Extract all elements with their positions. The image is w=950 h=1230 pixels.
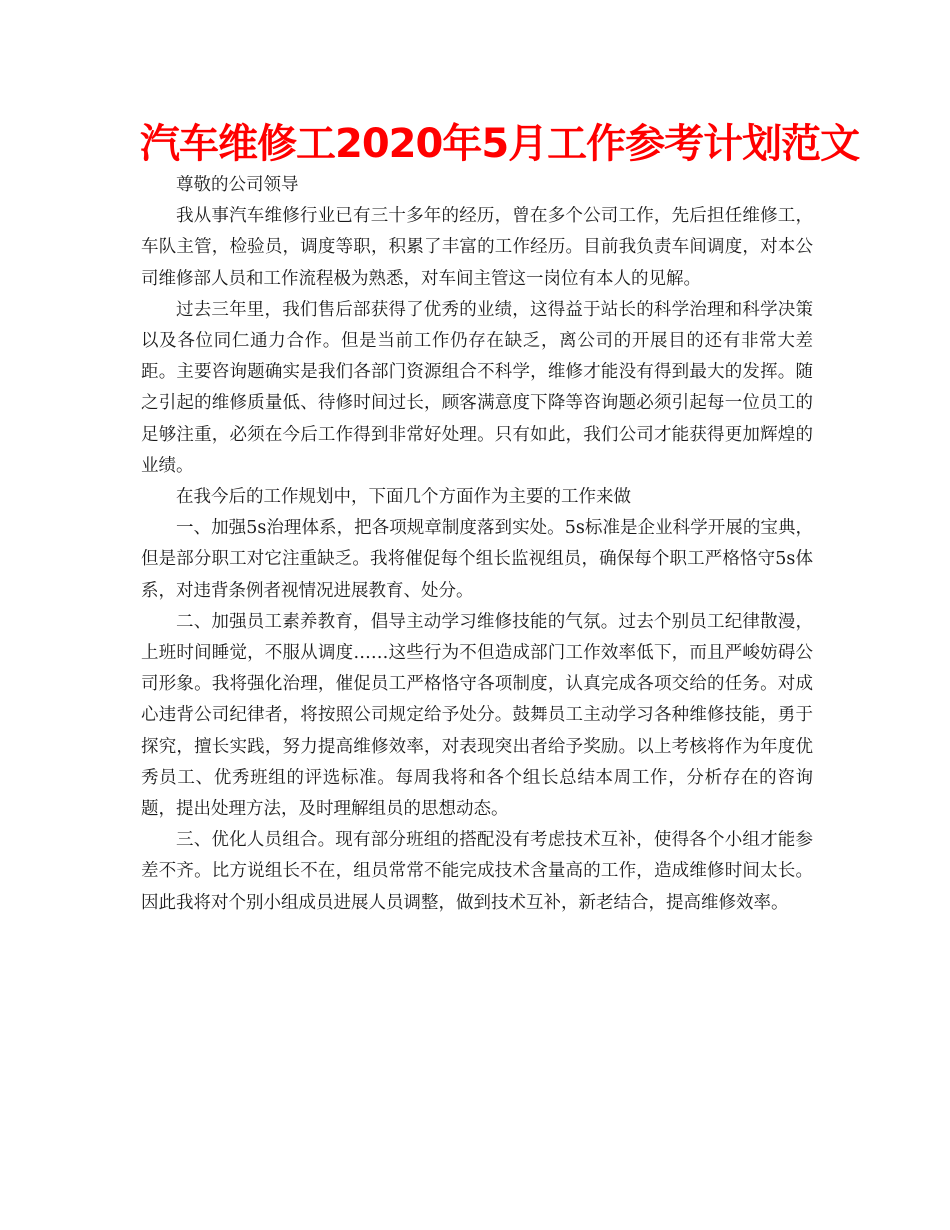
document-body xyxy=(141,170,813,919)
paragraph-experience: 我从事汽车维修行业已有三十多年的经历，曾在多个公司工作，先后担任维修工，车队主管，检验员，调度等职，积累了丰富的工作经历。目前我负责车间调度，对本公司维修部人员和工作流程极为熟悉，对车间主管这一岗位有本人的见解。 xyxy=(141,206,813,289)
paragraph-plan-intro: 在我今后的工作规划中，下面几个方面作为主要的工作来做 xyxy=(176,487,631,508)
document-title: 汽车维修工2020年5月工作参考计划范文 xyxy=(140,121,860,167)
paragraph-item-2: 二、加强员工素养教育，倡导主动学习维修技能的气氛。过去个别员工纪律散漫，上班时间睡觉，不服从调度……这些行为不但造成部门工作效率低下，而且严峻妨碍公司形象。我将强化治理，催促员工严格恪守各项制度，认真完成各项交给的任务。对成心违背公司纪律者，将按照公司规定给予处分。鼓舞员工主动学习各种维修技能，勇于探究，擅长实践，努力提高维修效率，对表现突出者给予奖励。以上考核将作为年度优秀员工、优秀班组的评选标准。每周我将和各个组长总结本周工作，分析存在的咨询题，提出处理方法，及时理解组员的思想动态。 xyxy=(141,611,813,820)
salutation-paragraph: 尊敬的公司领导 xyxy=(176,175,299,195)
paragraph-past-three-years: 过去三年里，我们售后部获得了优秀的业绩，这得益于站长的科学治理和科学决策以及各位同仁通力合作。但是当前工作仍存在缺乏，离公司的开展目的还有非常大差距。主要咨询题确实是我们各部门资源组合不科学，维修才能没有得到最大的发挥。随之引起的维修质量低、待修时间过长，顾客满意度下降等咨询题必须引起每一位员工的足够注重，必须在今后工作得到非常好处理。只有如此，我们公司才能获得更加辉煌的业绩。 xyxy=(141,299,813,476)
paragraph-item-3: 三、优化人员组合。现有部分班组的搭配没有考虑技术互补，使得各个小组才能参差不齐。比方说组长不在，组员常常不能完成技术含量高的工作，造成维修时间太长。因此我将对个别小组成员进展人员调整，做到技术互补，新老结合，提高维修效率。 xyxy=(141,830,813,913)
paragraph-item-1: 一、加强5s治理体系，把各项规章制度落到实处。5s标准是企业科学开展的宝典，但是部分职工对它注重缺乏。我将催促每个组长监视组员，确保每个职工严格恪守5s体系，对违背条例者视情况进展教育、处分。 xyxy=(141,518,813,601)
